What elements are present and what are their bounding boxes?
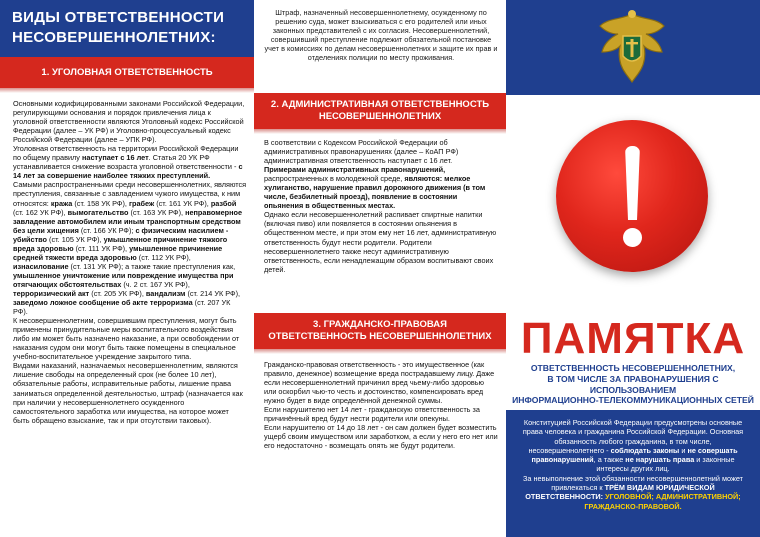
exclamation-icon — [556, 120, 708, 272]
section1-header: 1. УГОЛОВНАЯ ОТВЕТСТВЕННОСТЬ — [0, 57, 254, 88]
memo-headline: ПАМЯТКА — [520, 314, 746, 363]
section1-text: Основными кодифицированными законами Российской Федерации, регулирующими основания и порядок привлечения лица к уголовной ответственности являются Уголовный кодекс Российской Федерации (далее – УК РФ) и Уголовно-процессуальный кодекс Российской Федерации (далее – УПК РФ). Уголовная ответственность на территории Российской Федерации по общему правилу наступает с 16 лет. Статья 20 УК РФ устанавливается снижение возраста уголовной ответственности - с 14 лет за совершение наиболее тяжких преступлений. Самыми распространенными среди несовершеннолетних, являются преступления, связанные с завладением чужого имущества, к ним относятся: кража (ст. 158 УК РФ), грабеж (ст. 161 УК РФ), разбой (ст. 162 УК РФ), вымогательство (ст. 163 УК РФ), неправомерное завладение автомобилем или иным транспортным средством без цели хищения (ст. 166 УК РФ); с физическим насилием - убийство (ст. 105 УК РФ), умышленное причинение тяжкого вреда здоровью (ст. 111 УК РФ), умышленное причинение средней тяжести вреда здоровью (ст. 112 УК РФ), изнасилование (ст. 131 УК РФ); а также такие преступления как, умышленное уничтожение или повреждение имущества при отягчающих обстоятельствах (ч. 2 ст. 167 УК РФ), терроризический акт (ст. 205 УК РФ), вандализм (ст. 214 УК РФ), заведомо ложное сообщение об акте терроризма (ст. 207 УК РФ). К несовершеннолетним, совершившим преступления, могут быть применены принудительные меры воспитательного воздействия либо им может быть назначено наказание, а при освобождении от наказания судом они могут быть также помещены в специальное учебно-воспитательное учреждение закрытого типа. Видами наказаний, назначаемых несовершеннолетним, являются лишение свободы на определенный срок (не более 10 лет), обязательные работы, исправительные работы, лишение права заниматься определенной деятельностью, штраф (назначается как при наличии у несовершеннолетнего осужденного самостоятельного заработка или имущества, на которое может быть обращено взыскание, так и при отсутствии таковых). — [13, 99, 247, 425]
section3-header: 3. ГРАЖДАНСКО-ПРАВОВАЯ ОТВЕТСТВЕННОСТЬ НЕСОВЕРШЕННОЛЕТНИХ — [254, 313, 506, 349]
page-title: ВИДЫ ОТВЕТСТВЕННОСТИ НЕСОВЕРШЕННОЛЕТНИХ: — [0, 0, 254, 57]
panel-admin-civil — [254, 0, 506, 537]
emblem-banner — [506, 0, 760, 95]
memo-subtitle: ОТВЕТСТВЕННОСТЬ НЕСОВЕРШЕННОЛЕТНИХ, В ТОМ ЧИСЛЕ ЗА ПРАВОНАРУШЕНИЯ С ИСПОЛЬЗОВАНИЕМ ИНФОРМАЦИОННО-ТЕЛЕКОММУНИКАЦИОННЫХ СЕТЕЙ — [512, 363, 754, 406]
panel-cover — [506, 0, 760, 537]
section3-text: Гражданско-правовая ответственность - это имущественное (как правило, денежное) возмещение вреда пострадавшему лицу. Даже если несовершеннолетний причинил вред чьему-либо здоровью или оскорбил чью-то честь и достоинство, компенсировать вред нужно будет в виде определённой денежной суммы. Если нарушителю нет 14 лет - гражданскую ответственность за причинённый вред будут нести родители или опекуны. Если нарушителю от 14 до 18 лет - он сам должен будет возместить ущерб своим имуществом или заработком, а если у него его нет или его недостаточно - возмещать опять же будут родители. — [264, 360, 498, 451]
panel-criminal — [0, 0, 254, 537]
section2-header: 2. АДМИНИСТРАТИВНАЯ ОТВЕТСТВЕННОСТЬ НЕСОВЕРШЕННОЛЕТНИХ — [254, 93, 506, 129]
prosecutor-emblem-icon — [590, 6, 674, 90]
fine-intro-text: Штраф, назначенный несовершеннолетнему, осужденному по решению суда, может взыскиваться с его родителей или иных законных представителей с их согласия. Несовершеннолетний, совершивший преступление подлежит обязательной постановке учет в комиссиях по делам несовершеннолетних и защите их прав и отделениях полиции по месту проживания. — [264, 8, 498, 63]
section2-text: В соответствии с Кодексом Российской Федерации об административных правонарушениях (далее – КоАП РФ) административная ответственность наступает с 16 лет. Примерами административных правонарушений, распространенных в молодежной среде, являются: мелкое хулиганство, нарушение правил дорожного движения (в том числе, безбилетный проезд), появление в состоянии опьянения в общественных местах. Однако если несовершеннолетний распивает спиртные напитки (включая пиво) или появляется в состоянии опьянения в общественном месте, и при этом ему нет 16 лет, административную ответственность будут нести родители. Родители несовершеннолетнего также несут административную ответственность, если ненадлежащим образом воспитывают своих детей. — [264, 138, 497, 274]
constitution-note: Конституцией Российской Федерации предусмотрены основные права человека и гражданина Российской Федерации. Основная обязанность любого гражданина, в том числе, несовершеннолетнего - соблюдать законы и не совершать правонарушений, а также не нарушать права и законные интересы других лиц. За невыполнение этой обязанности несовершеннолетний может привлекаться к ТРЁМ ВИДАМ ЮРИДИЧЕСКОЙ ОТВЕТСТВЕННОСТИ: УГОЛОВНОЙ; АДМИНИСТРАТИВНОЙ; ГРАЖДАНСКО-ПРАВОВОЙ. — [506, 410, 760, 537]
